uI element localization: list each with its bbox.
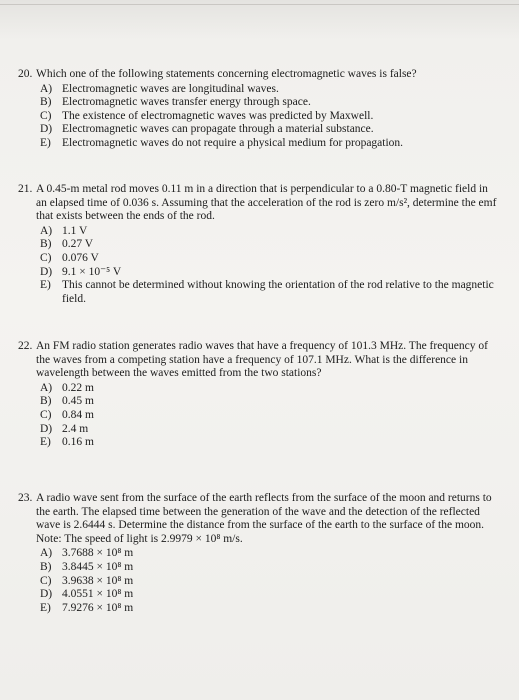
option-d [40, 123, 498, 137]
question-text: Which one of the following statements concerning electromagnetic waves is false? [36, 68, 417, 80]
option-text: 4.0551 × 10⁸ m [62, 588, 134, 601]
option-d [40, 423, 498, 437]
option-text: This cannot be determined without knowing the orientation of the rod relative to the magnetic field. [62, 279, 494, 305]
option-d [40, 266, 498, 280]
option-text: 3.9638 × 10⁸ m [62, 574, 134, 587]
option-d [40, 588, 498, 602]
question-stem [18, 340, 498, 381]
question-22 [18, 340, 498, 450]
option-text: Electromagnetic waves do not require a physical medium for propagation. [62, 136, 404, 149]
question-stem [18, 183, 498, 224]
option-letter: E) [40, 601, 51, 614]
option-text: 3.7688 × 10⁸ m [62, 547, 134, 560]
option-text: 0.45 m [62, 395, 94, 408]
question-number: 22. [18, 340, 33, 352]
question-text: A radio wave sent from the surface of the earth reflects from the surface of the moon and returns to the earth. The elapsed time between the generation of the wave and the detection of the reflected wave is 2.6444 s. Determine the distance from the surface of the earth to the surface of the moon. Note: The speed of light is 2.9979 × 10⁸ m/s. [36, 492, 492, 545]
option-text: 0.84 m [62, 408, 94, 421]
option-b [40, 561, 498, 575]
option-text: 3.8445 × 10⁸ m [62, 560, 134, 573]
option-e [40, 279, 498, 306]
option-text: Electromagnetic waves transfer energy through space. [62, 96, 311, 109]
question-stem [18, 68, 498, 82]
option-a [40, 83, 498, 97]
question-number: 21. [18, 183, 33, 195]
option-letter: A) [40, 381, 53, 394]
option-e [40, 137, 498, 151]
option-list [40, 225, 498, 307]
question-20 [18, 68, 498, 151]
option-text: 1.1 V [62, 224, 88, 237]
option-text: 0.27 V [62, 238, 94, 251]
option-letter: D) [40, 123, 53, 136]
option-list [40, 547, 498, 615]
option-list [40, 382, 498, 450]
option-c [40, 252, 498, 266]
option-letter: E) [40, 279, 51, 292]
option-text: The existence of electromagnetic waves was predicted by Maxwell. [62, 109, 374, 122]
option-e [40, 602, 498, 616]
option-b [40, 238, 498, 252]
option-letter: C) [40, 109, 52, 122]
question-text: A 0.45-m metal rod moves 0.11 m in a direction that is perpendicular to a 0.80-T magnetic field in an elapsed time of 0.036 s. Assuming that the acceleration of the rod is zero m/s², determine the emf that exists between the ends of the rod. [36, 183, 497, 223]
option-text: 0.076 V [62, 251, 99, 264]
option-letter: B) [40, 96, 52, 109]
question-text: An FM radio station generates radio waves that have a frequency of 101.3 MHz. The frequency of the waves from a competing station have a frequency of 107.1 MHz. What is the difference in wavelength between the waves emitted from the two stations? [36, 340, 488, 380]
question-23 [18, 492, 498, 615]
option-letter: A) [40, 224, 53, 237]
page-edge-line [0, 4, 519, 5]
option-letter: C) [40, 574, 52, 587]
option-text: 7.9276 × 10⁸ m [62, 601, 134, 614]
option-letter: D) [40, 265, 53, 278]
question-21 [18, 183, 498, 306]
option-letter: E) [40, 436, 51, 449]
option-letter: B) [40, 395, 52, 408]
question-stem [18, 492, 498, 546]
option-letter: E) [40, 136, 51, 149]
option-list [40, 83, 498, 151]
option-b [40, 96, 498, 110]
option-text: 0.22 m [62, 381, 94, 394]
option-text: 2.4 m [62, 422, 89, 435]
option-letter: C) [40, 251, 52, 264]
option-e [40, 436, 498, 450]
option-b [40, 395, 498, 409]
question-number: 20. [18, 68, 33, 80]
option-letter: B) [40, 560, 52, 573]
option-letter: A) [40, 547, 53, 560]
option-a [40, 225, 498, 239]
option-c [40, 575, 498, 589]
option-a [40, 382, 498, 396]
option-text: 9.1 × 10⁻⁵ V [62, 265, 122, 278]
option-letter: B) [40, 238, 52, 251]
question-number: 23. [18, 492, 33, 504]
option-letter: D) [40, 422, 53, 435]
option-text: Electromagnetic waves can propagate through a material substance. [62, 123, 374, 136]
option-a [40, 547, 498, 561]
option-letter: C) [40, 408, 52, 421]
option-c [40, 110, 498, 124]
option-c [40, 409, 498, 423]
option-text: 0.16 m [62, 436, 94, 449]
option-letter: D) [40, 588, 53, 601]
option-text: Electromagnetic waves are longitudinal waves. [62, 82, 279, 95]
option-letter: A) [40, 82, 53, 95]
